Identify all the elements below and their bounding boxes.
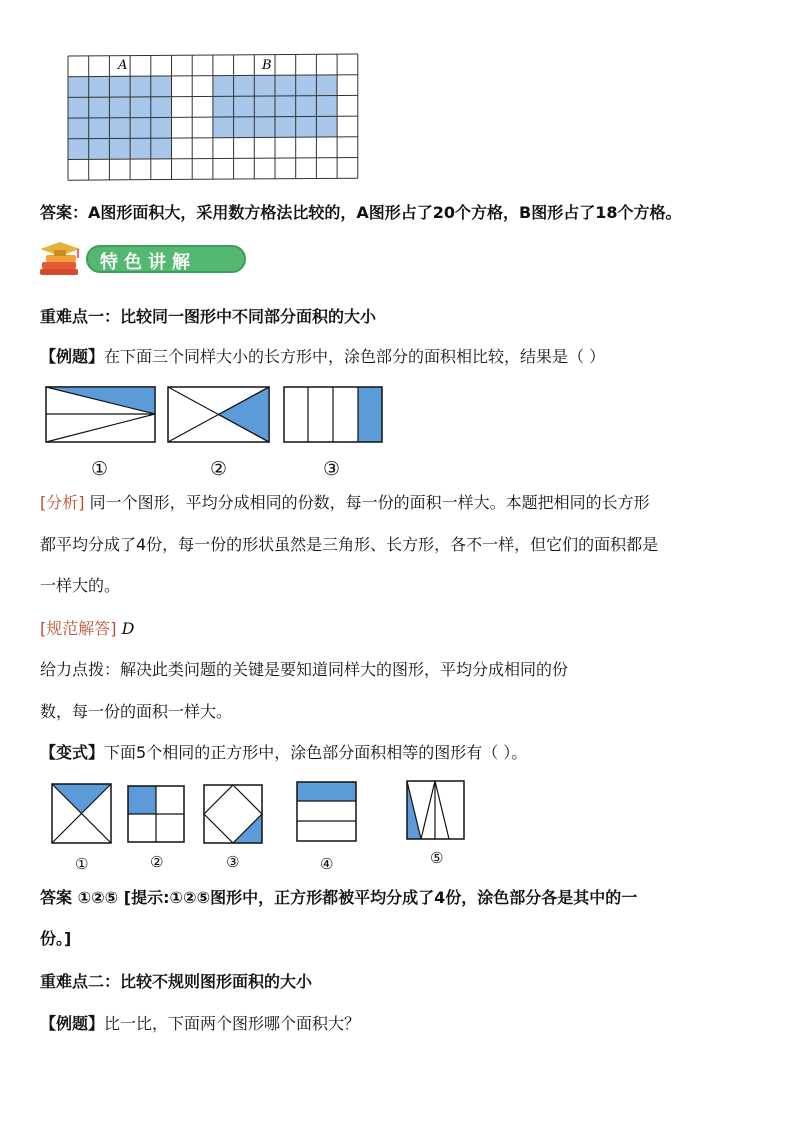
answer-2-line-1: 答案 ①②⑤ [提示:①②⑤图形中，正方形都被平均分成了4份，涂色部分各是其中的一 [40,888,638,907]
grid-shaded-cell [68,77,89,98]
tip-line-2: 数，每一份的面积一样大。 [40,702,233,721]
grid-shaded-cell [275,75,296,96]
grid-shaded-cell [296,116,317,137]
grid-shaded-cell [130,76,151,97]
feature-badge-label: 特色讲解 [100,252,196,273]
grid-label-a: A [118,58,128,73]
answer-2-line-2: 份。] [40,929,72,948]
square-1-label: ① [75,855,89,873]
grid-shaded-cell [130,97,151,118]
square-figure-1 [51,783,113,845]
grid-shaded-cell [234,75,255,96]
rect-figure-1 [45,386,157,446]
key-point-2-title: 重难点二：比较不规则图形面积的大小 [40,972,313,991]
example-2-question: 比一比，下面两个图形哪个面积大？ [104,1014,361,1033]
figure-2-label: ② [210,458,228,480]
grid-shaded-cell [151,138,172,159]
square-5-label: ⑤ [430,849,444,867]
grid-shaded-cell [254,117,275,138]
grid-shaded-cell [68,139,89,160]
tip-line-1: 给力点拨：解决此类问题的关键是要知道同样大的图形，平均分成相同的份 [40,660,569,679]
grid-shaded-cell [89,97,110,118]
example-1 [40,347,605,367]
grid-shaded-cell [151,76,172,97]
square-4-label: ④ [320,855,334,873]
grid-shaded-cell [296,96,317,117]
answer-1-prefix: 答案： [40,203,89,222]
grid-shaded-cell [234,96,255,117]
grid-shaded-cell [213,96,234,117]
figure-3-label: ③ [323,458,341,480]
square-2-label: ② [150,853,164,871]
grid-shaded-cell [275,117,296,138]
example-1-tag: 【例题】 [40,347,105,366]
grid-shaded-cell [316,75,337,96]
analysis-line-1 [40,493,650,513]
analysis-tag: [分析] [40,493,85,512]
analysis-text-1: 同一个图形，平均分成相同的份数，每一份的面积一样大。本题把相同的长方形 [89,493,650,512]
grid-shaded-cell [130,118,151,139]
rect-figure-2 [167,386,271,446]
grid-shaded-cell [316,116,337,137]
grid-shaded-cell [89,139,110,160]
feature-badge [38,240,213,278]
key-point-1-title: 重难点一：比较同一图形中不同部分面积的大小 [40,307,377,326]
grid-shaded-cell [254,96,275,117]
grid-shaded-cell [109,97,130,118]
example-2-tag: 【例题】 [40,1014,105,1033]
variant-tag: 【变式】 [40,743,105,762]
standard-answer-tag: [规范解答] [40,619,117,638]
grid-shaded-cell [130,138,151,159]
grid-figure [60,50,360,180]
example-1-question: 在下面三个同样大小的长方形中，涂色部分的面积相比较，结果是（ ） [104,347,606,366]
grid-shaded-cell [68,97,89,118]
grid-shaded-cell [213,117,234,138]
answer-1 [40,203,682,223]
variant [40,743,527,763]
square-figure-4 [296,781,358,843]
standard-answer-value: D [121,619,135,638]
square-figure-3 [203,784,265,846]
analysis-line-3: 一样大的。 [40,576,121,595]
grid-shaded-cell [296,75,317,96]
graduation-books-icon [38,240,90,278]
analysis-line-2: 都平均分成了4份，每一份的形状虽然是三角形、长方形，各不一样，但它们的面积都是 [40,535,659,554]
grid-shaded-cell [316,96,337,117]
grid-shaded-cell [151,97,172,118]
grid-shaded-cell [254,75,275,96]
grid-shaded-cell [109,118,130,139]
grid-shaded-cell [89,76,110,97]
grid-shaded-cell [234,117,255,138]
grid-shaded-cell [68,118,89,139]
example-2 [40,1014,360,1034]
square-figure-2 [127,785,187,845]
grid-shaded-cell [109,138,130,159]
grid-shaded-cell [275,96,296,117]
variant-question: 下面5个相同的正方形中，涂色部分面积相等的图形有（ ）。 [104,743,528,762]
figure-1-label: ① [91,458,109,480]
square-3-label: ③ [226,853,240,871]
answer-1-text: A图形面积大，采用数方格法比较的，A图形占了20个方格，B图形占了18个方格。 [88,203,682,222]
square-figure-5 [405,779,467,841]
grid-label-b: B [262,58,272,73]
standard-answer [40,619,134,639]
grid-shaded-cell [109,76,130,97]
rect-figure-3 [283,386,385,446]
grid-shaded-cell [213,76,234,97]
grid-shaded-cell [89,118,110,139]
grid-shaded-cell [151,117,172,138]
